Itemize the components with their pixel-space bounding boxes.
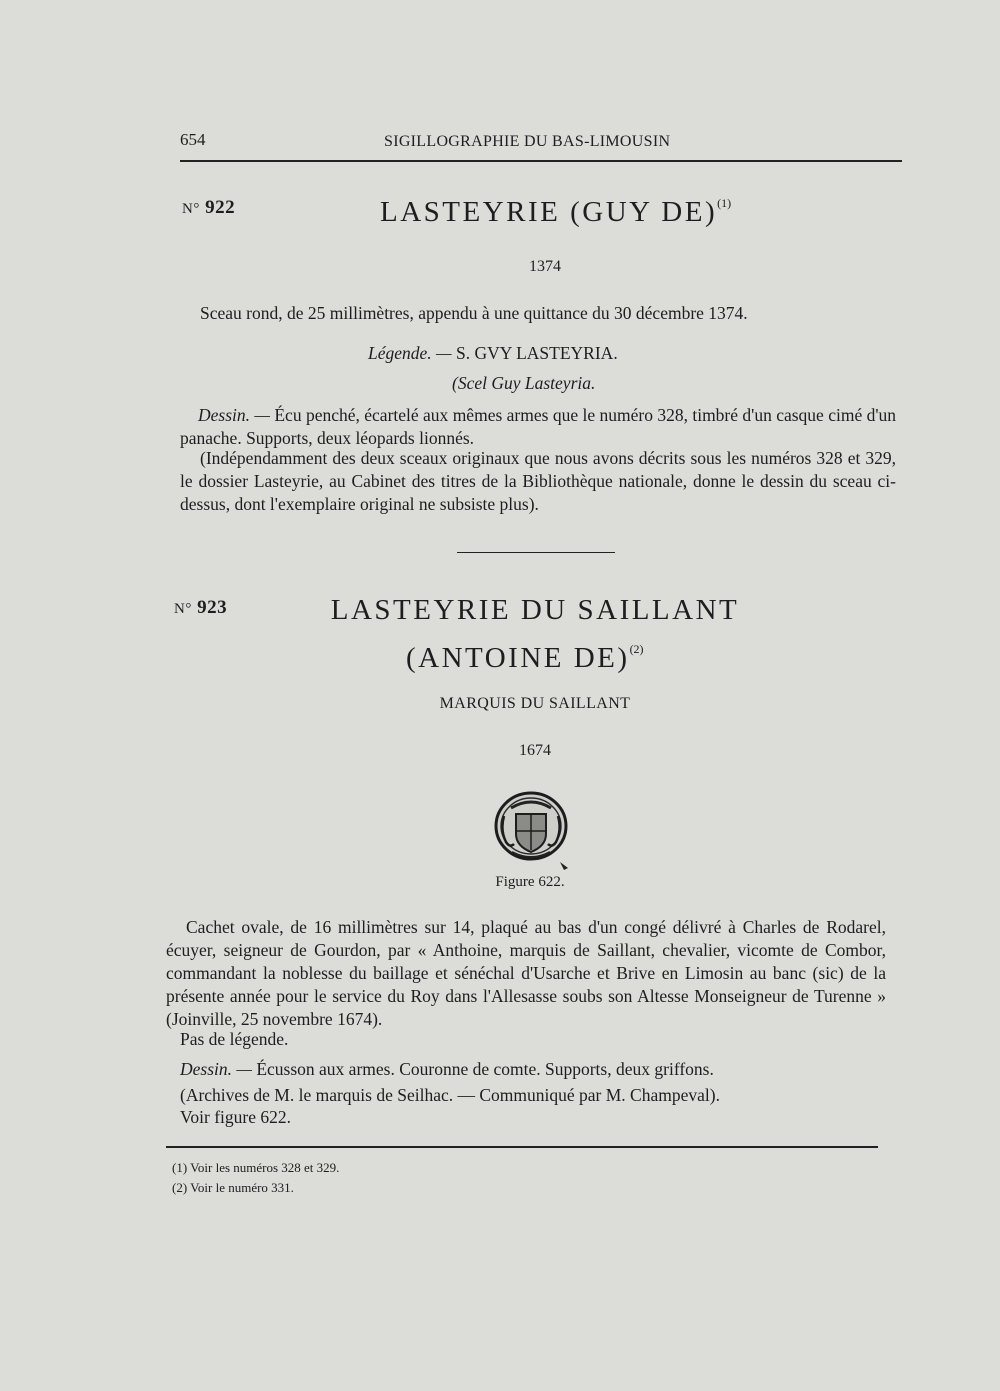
- entry-923-drawing: [180, 1058, 900, 1081]
- drawing-text: Écu penché, écartelé aux mêmes armes que le numéro 328, timbré d'un casque cimé d'un panache. Supports, deux léopards lionnés.: [180, 405, 897, 448]
- entry-922-note-ref: (1): [717, 196, 732, 210]
- footnote-rule: [166, 1146, 878, 1148]
- entry-922-title: [380, 196, 731, 229]
- entry-922-legend-translation: (Scel Guy Lasteyria.: [452, 373, 596, 393]
- header-rule: [180, 160, 902, 162]
- entry-922-description: Sceau rond, de 25 millimètres, appendu à une quittance du 30 décembre 1374.: [200, 303, 748, 323]
- entry-923-title-line2: [406, 642, 644, 675]
- section-divider: [457, 552, 615, 553]
- entry-923-number: [174, 597, 227, 619]
- entry-923-num: 923: [197, 597, 228, 618]
- entry-923-description: Cachet ovale, de 16 millimètres sur 14, plaqué au bas d'un congé délivré à Charles de Rodarel, écuyer, seigneur de Gourdon, par « Anthoine, marquis de Saillant, chevalier, vicomte de Combor, commandant la noblesse du baillage et sénéchal d'Usarche et Brive en Limosin au banc (sic) de la présente année pour le service du Roy dans l'Allesasse soubs son Altesse Monseigneur de Turenne » (Joinville, 25 novembre 1674).: [166, 917, 886, 1029]
- running-title: SIGILLOGRAPHIE DU BAS-LIMOUSIN: [384, 133, 671, 150]
- entry-922-drawing: [180, 404, 896, 450]
- entry-923-prefix: N°: [174, 601, 192, 617]
- drawing-text-923: Écusson aux armes. Couronne de comte. Supports, deux griffons.: [256, 1059, 714, 1079]
- entry-923-title-line1: LASTEYRIE DU SAILLANT: [330, 594, 740, 626]
- seal-image: [488, 786, 578, 874]
- entry-922-legend: [368, 342, 788, 365]
- entry-922-title-text: LASTEYRIE (GUY DE): [380, 196, 718, 228]
- figure-caption: Figure 622.: [495, 874, 565, 890]
- entry-923-note-ref: (2): [629, 642, 644, 656]
- entry-922-date: 1374: [529, 258, 561, 275]
- entry-923-see-figure: Voir figure 622.: [180, 1107, 291, 1127]
- entry-923-subtitle: MARQUIS DU SAILLANT: [439, 695, 631, 712]
- entry-922-number: [182, 197, 235, 219]
- entry-923-source: (Archives de M. le marquis de Seilhac. — Communiqué par M. Champeval).: [180, 1085, 720, 1105]
- page-number: 654: [180, 130, 206, 149]
- footnote-2: (2) Voir le numéro 331.: [172, 1180, 294, 1195]
- drawing-label: Dessin. —: [198, 405, 270, 425]
- footnote-1: (1) Voir les numéros 328 et 329.: [172, 1160, 340, 1175]
- legend-label: Légende. —: [368, 343, 452, 363]
- entry-922-num: 922: [205, 197, 236, 218]
- legend-text: S. GVY LASTEYRIA.: [455, 343, 618, 363]
- entry-922-note: (Indépendamment des deux sceaux originaux que nous avons décrits sous les numéros 328 et 329, le dossier Lasteyrie, au Cabinet des titres de la Bibliothèque nationale, donne le dessin du sceau ci-dessus, dont l'exemplaire original ne subsiste plus).: [180, 448, 896, 514]
- entry-923-date: 1674: [519, 742, 551, 759]
- seal-figure: [488, 786, 578, 874]
- entry-923-no-legend: Pas de légende.: [180, 1029, 289, 1049]
- entry-923-title-line2-text: (ANTOINE DE): [406, 642, 630, 674]
- drawing-label-923: Dessin. —: [180, 1059, 252, 1079]
- entry-922-prefix: N°: [182, 201, 200, 217]
